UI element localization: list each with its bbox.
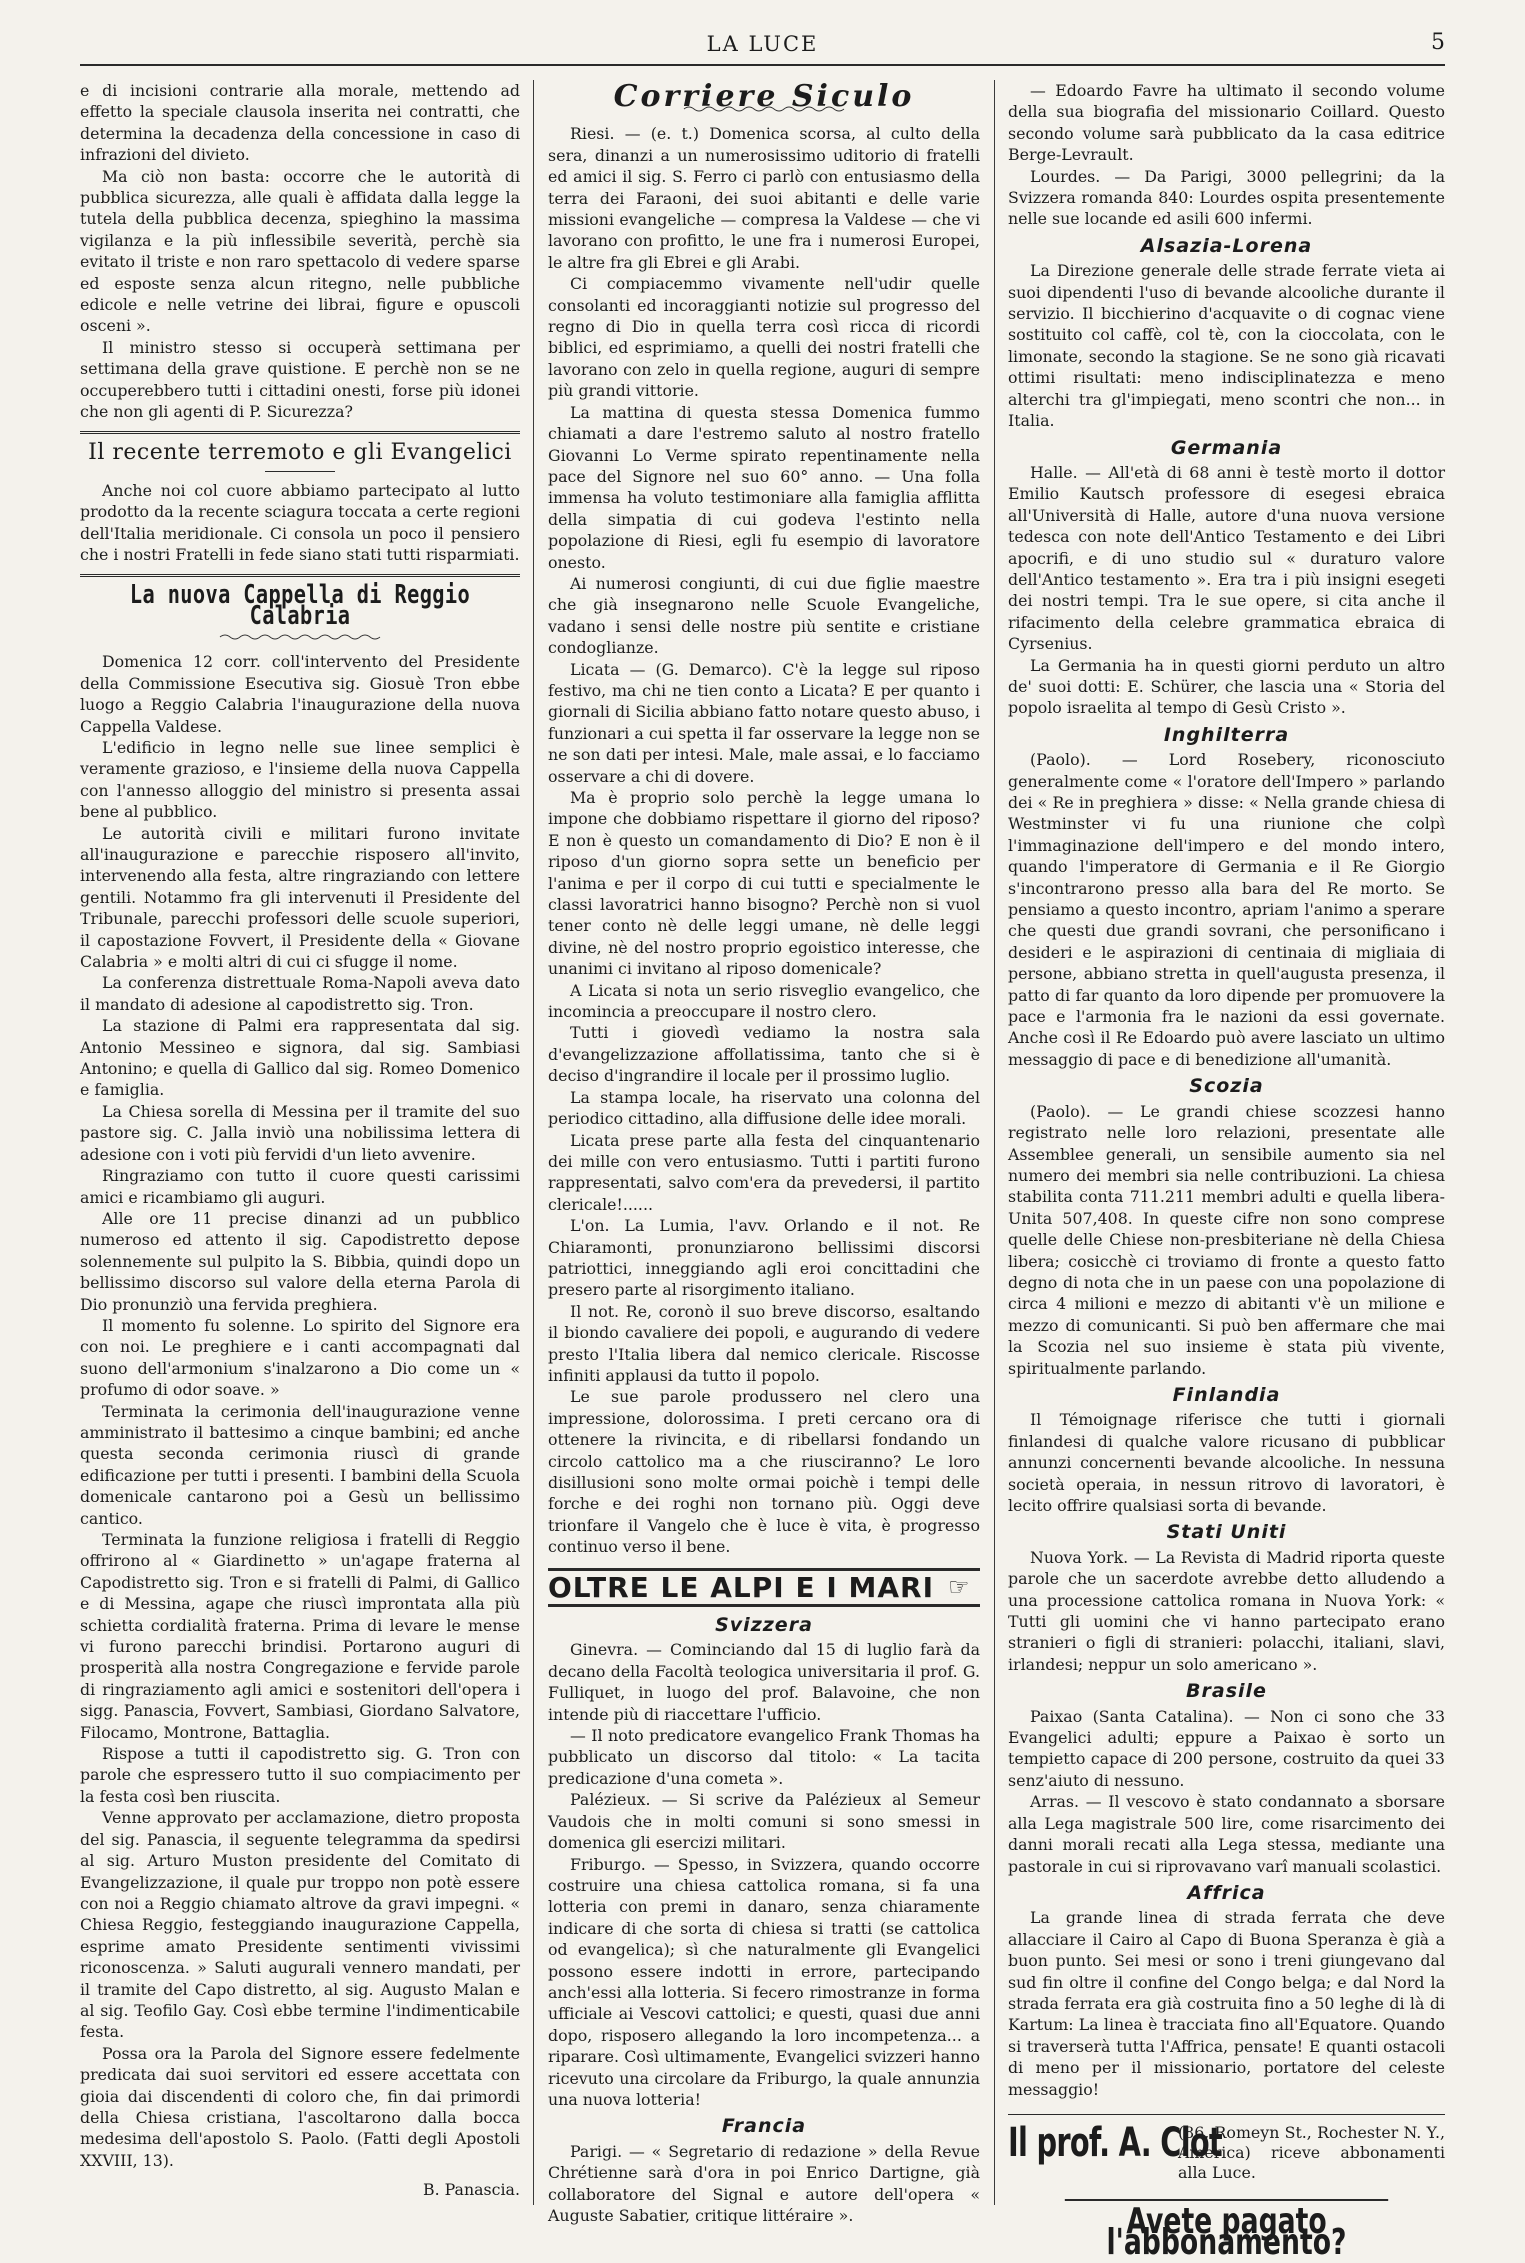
header-rule [80,64,1445,66]
article-paragraph: Paixao (Santa Catalina). — Non ci sono che 33 Evangelici adulti; eppure a Paixao è sorto un tempietto capace di 200 persone, costruito da quei 33 senz'aiuto di nessuno. [1008,1706,1445,1790]
article-paragraph: Ci compiacemmo vivamente nell'udir quelle consolanti ed incoraggianti notizie sul progresso del regno di Dio in quella terra così ricca di ricordi biblici, ed esprimiamo, a quelli dei nostri fratelli che lavorano con zelo in quella regione, auguri di sempre più grandi vittorie. [548,274,980,401]
article-paragraph: Venne approvato per acclamazione, dietro proposta del sig. Panascia, il seguente telegramma da spedirsi al sig. Arturo Muston presidente del Comitato di Evangelizzazione, il quale pur troppo non potè essere con noi a Reggio chiamato altrove da gravi impegni. « Chiesa Reggio, festeggiando inaugurazione Cappella, esprime amato Presidente sentimenti vivissimi riconoscenza. » Saluti augurali vennero mandati, per il tramite del Capo distretto, al sig. Augusto Malan e al sig. Teofilo Gay. Così ebbe termine l'indimenticabile festa. [80,1808,520,2042]
column-middle [548,79,980,2225]
article-paragraph: Friburgo. — Spesso, in Svizzera, quando occorre costruire una chiesa cattolica romana, si fa una lotteria con premi in danaro, senza chiaramente indicare di che sorta di chiesa si tratti (se cattolica od evangelica); sì che naturalmente gli Evangelici possono essere indotti in errore, partecipando anch'essi alla lotteria. Si fecero rimostranze in forma ufficiale ai Vescovi cattolici; e questi, quasi due anni dopo, risposero allegando la loro incompetenza... a riparare. Così ultimamente, Evangelici svizzeri hanno ricevuto una circolare da Friburgo, la quale annunzia una nuova lotteria! [548,1854,980,2109]
article-paragraph: Tutti i giovedì vediamo la nostra sala d'evangelizzazione affollatissima, tanto che si è deciso d'ingrandire il locale per il prossimo luglio. [548,1023,980,1086]
terremoto-headline: Il recente terremoto e gli Evangelici [88,439,512,465]
article-paragraph: Il Témoignage riferisce che tutti i giornali finlandesi di qualche valore ricusano di pubblicar annunzi concernenti bevande alcooliche. In nessuna società operaia, in nessun ritrovo di lavoratori, è lecito offrire qualsiasi sorta di bevande. [1008,1410,1445,1515]
article-paragraph: Il not. Re, coronò il suo breve discorso, esaltando il biondo cavaliere dei popoli, e augurando di vedere presto l'Italia libera dal nemico clericale. Riscosse infiniti applausi da tutto il popolo. [548,1301,980,1385]
article-paragraph: Parigi. — « Segretario di redazione » della Revue Chrétienne sarà d'ora in poi Enrico Dartigne, già collaboratore del Signal e autore dell'opera « Auguste Sabatier, critique littéraire ». [548,2141,980,2225]
squiggle-ornament [220,633,380,641]
section-divider [80,574,520,577]
pointing-hand-icon: ☞ [948,1572,971,1601]
country-heading-alsazia: Alsazia-Lorena [1140,234,1313,257]
article-paragraph: Nuova York. — La Revista di Madrid riporta queste parole che un sacerdote avrebbe detto alludendo a una processione cattolica romana in Nuova York: « Tutti gli uomini che vi hanno partecipato erano stranieri o figli di stranieri: polacchi, italiani, slavi, irlandesi; neppur un solo americano ». [1008,1547,1445,1674]
article-paragraph: — Edoardo Favre ha ultimato il secondo volume della sua biografia del missionario Coillard. Questo secondo volume sarà pubblicato da la casa editrice Berge-Levrault. [1008,81,1445,165]
article-paragraph: La Germania ha in questi giorni perduto un altro de' suoi dotti: E. Schürer, che lascia una « Storia del popolo israelita al tempo di Gesù Cristo ». [1008,655,1445,718]
article-paragraph: Riesi. — (e. t.) Domenica scorsa, al culto della sera, dinanzi a un numerosissimo uditorio di fratelli ed amici il sig. S. Ferro ci parlò con entusiasmo della terra dei Faraoni, dei suoi abitanti e delle varie missioni evangeliche — compresa la Valdese — che vi lavorano con profitto, le une fra i numerosi Europei, le altre fra gli Ebrei e gli Arabi. [548,124,980,272]
article-paragraph: (Paolo). — Le grandi chiese scozzesi hanno registrato nelle loro relazioni, presentate alle Assemblee generali, un sensibile aumento sia nel numero dei membri sia nelle contribuzioni. La chiesa stabilita conta 711.211 membri adulti e quella libera-Unita 507,408. In queste cifre non sono comprese quelle delle Chiese non-presbiteriane nè della Chiesa libera; cosicchè ci troviamo di fronte a questo fatto degno di nota che in un paese con una popolazione di circa 4 milioni e mezzo di abitanti v'è un milione e mezzo di comunicanti. Si può ben affermare che mai la Scozia nel suo insieme è stata più vivente, spiritualmente parlando. [1008,1101,1445,1378]
country-heading-germania: Germania [1170,436,1283,459]
oltre-headline: OLTRE LE ALPI E I MARI [548,1570,935,1604]
country-heading-stati-uniti: Stati Uniti [1166,1521,1287,1544]
article-paragraph: Le sue parole produssero nel clero una impressione, dolorossima. I preti cercano ora di ottenere la rivincita, e di ribellarsi fondando un circolo cattolico ma a che riusciranno? Le loro disillusioni sono molte ormai poichè i tempi delle forche e dei roghi non tornano più. Oggi deve trionfare il Vangelo che è luce è vita, è progresso continuo verso il bene. [548,1387,980,1557]
article-paragraph: Anche noi col cuore abbiamo partecipato al lutto prodotto da la recente sciagura toccata a certe regioni dell'Italia meridionale. Ci consola un poco il pensiero che i nostri Fratelli in fede siano stati tutti risparmiati. [80,480,520,565]
article-paragraph: Alle ore 11 precise dinanzi ad un pubblico numeroso ed attento il sig. Capodistretto depose solennemente sul pulpito la S. Bibbia, quindi dopo un bellissimo discorso sul valore della eterna Parola di Dio pronunziò una fervida preghiera. [80,1208,520,1314]
intro-article [80,80,520,423]
article-paragraph: La conferenza distrettuale Roma-Napoli aveva dato il mandato di adesione al capodistretto sig. Tron. [80,973,520,1014]
cappella-headline: La nuova Cappella di Reggio Calabria [129,579,471,631]
article-paragraph: — Il noto predicatore evangelico Frank Thomas ha pubblicato un discorso dal titolo: « La tacita predicazione d'una cometa ». [548,1726,980,1788]
article-paragraph: (Paolo). — Lord Rosebery, riconosciuto generalmente come « l'oratore dell'Impero » parlando dei « Re in preghiera » disse: « Nella grande chiesa di Westminster vi fu una riunione che colpì l'immaginazione dell'impero e del mondo intero, quando l'imperatore di Germania e il Re Giorgio s'incontrarono presso alla bara del Re morto. Se pensiamo a questo incontro, apriam l'animo a sperare che questi due grandi sovrani, che personificano i desideri e le aspirazioni di centinaia di migliaia di persone, abbiano stretta in quell'augusta presenza, il patto di far quanto da loro dipende per promuovere la pace e l'armonia fra le nazioni da essi governate. Anche così il Re Edoardo può avere lasciato un ultimo messaggio di pace e di benedizione all'umanità. [1008,750,1445,1069]
article-paragraph: Lourdes. — Da Parigi, 3000 pellegrini; da la Svizzera romanda 840: Lourdes ospita presentemente nelle sue locande ed asili 600 infermi. [1008,166,1445,229]
column-right [1008,80,1445,2263]
ad-name: Il prof. A. Clot [1008,2119,1222,2166]
article-paragraph: Palézieux. — Si scrive da Palézieux al Semeur Vaudois che in molti comuni si sono smessi in domenica gli esercizi militari. [548,1790,980,1853]
article-paragraph: Possa ora la Parola del Signore essere fedelmente predicata dai suoi servitori ed essere accettata con gioia dai discendenti di coloro che, fin dai primordi della Chiesa cristiana, l'ascoltarono dalla bocca medesima dell'apostolo S. Paolo. (Fatti degli Apostoli XXVIII, 13). [80,2043,520,2170]
article-paragraph: Domenica 12 corr. coll'intervento del Presidente della Commissione Esecutiva sig. Giosuè Tron ebbe luogo a Reggio Calabria l'inaugurazione della nuova Cappella Valdese. [80,652,520,736]
column-left [80,80,520,2200]
country-heading-brasile: Brasile [1186,1680,1267,1703]
article-paragraph: Licata prese parte alla festa del cinquantenario dei mille con vero entusiasmo. Tutti i partiti furono rappresentati, salvo com'era da prevedersi, il partito clericale!...... [548,1130,980,1214]
article-paragraph: Le autorità civili e militari furono invitate all'inaugurazione e parecchie risposero all'invito, intervenendo alla festa, altre ringraziando con lettere gentili. Notammo fra gli intervenuti il Presidente del Tribunale, parecchi professori delle scuole superiori, il capostazione Fovvert, il Presidente della « Giovane Calabria » e molti altri di cui ci sfugge il nome. [80,823,520,972]
country-heading-finlandia: Finlandia [1172,1383,1281,1406]
article-paragraph: e di incisioni contrarie alla morale, mettendo ad effetto la speciale clausola inserita nei contratti, che determina la decadenza della concessione in caso di infrazioni del divieto. [80,81,520,165]
country-heading-inghilterra: Inghilterra [1163,723,1290,746]
column-divider [533,80,534,2205]
article-paragraph: A Licata si nota un serio risveglio evangelico, che incomincia a preoccupare il nostro clero. [548,980,980,1022]
country-heading-scozia: Scozia [1189,1075,1264,1098]
article-paragraph: L'on. La Lumia, l'avv. Orlando e il not. Re Chiaramonti, pronunziarono bellissimi discorsi patriottici, inneggiando agli eroi concittadini che presero parte al risorgimento italiano. [548,1216,980,1300]
article-paragraph: Il ministro stesso si occuperà settimana per settimana della grave quistione. E perchè non se ne occuperebbero tutti i cittadini onesti, forse più idonei che non gli agenti di P. Sicurezza? [80,337,520,422]
article-paragraph: Il momento fu solenne. Lo spirito del Signore era con noi. Le preghiere e i canti accompagnati dal suono dell'armonium s'inalzarono a Dio come un « profumo di odor soave. » [80,1315,520,1400]
article-paragraph: La grande linea di strada ferrata che deve allacciare il Cairo al Capo di Buona Speranza è già a buon punto. Sei mesi or sono i treni giungevano dal sud fin oltre il confine del Congo belga; e dal Nord la strada ferrata era già costruita fino a 50 leghe di là di Kartum: La linea è tracciata fino all'Equatore. Quando si traverserà tutta l'Affrica, pensate! E quanti ostacoli di meno per il missionario, portatore del celeste messaggio! [1008,1908,1445,2099]
ad-text: (86, Romeyn St., Rochester N. Y., America) riceve abbonamenti alla Luce. [1178,2122,1445,2182]
advertisement-box [1008,2114,1445,2263]
article-paragraph: Ringraziamo con tutto il cuore questi carissimi amici e ricambiamo gli auguri. [80,1166,520,1207]
article-paragraph: L'edificio in legno nelle sue linee semplici è veramente grazioso, e l'insieme della nuova Cappella con l'annesso alloggio del ministro si presenta assai bene al pubblico. [80,737,520,822]
country-heading-francia: Francia [721,2115,807,2138]
cappella-article [80,651,520,2200]
article-paragraph: Rispose a tutti il capodistretto sig. G. Tron con parole che espressero tutto il suo compiacimento per la festa così ben riuscita. [80,1744,520,1806]
corriere-article [548,123,980,1557]
article-paragraph: La stazione di Palmi era rappresentata dal sig. Antonio Messineo e signora, dal sig. Sambiasi Antonino; e quella di Gallico dal sig. Romeo Domenico e famiglia. [80,1016,520,1100]
article-paragraph: Licata — (G. Demarco). C'è la legge sul riposo festivo, ma chi ne tien conto a Licata? E per quanto i giornali di Sicilia abbiano fatto notare questo abuso, i funzionari a cui spetta il far osservare la legge non se ne son dati per intesi. Male, male assai, e lo facciamo osservare a chi di dovere. [548,659,980,786]
article-paragraph: Ai numerosi congiunti, di cui due figlie maestre che già insegnarono nelle Scuole Evangeliche, vadano i sensi delle nostre più sentite e cristiane condoglianze. [548,573,980,658]
column-divider [994,80,995,2205]
headline-rule [265,471,335,472]
newspaper-title: LA LUCE [706,32,819,56]
country-heading-svizzera: Svizzera [715,1614,813,1637]
article-paragraph: Ma ciò non basta: occorre che le autorità di pubblica sicurezza, alle quali è affidata dalla legge la tutela della pubblica decenza, spieghino la massima vigilanza e la più inflessibile severità, perchè sia evitato il triste e non raro spettacolo di vedere sparse ed esposte senza alcun ritegno, nelle pubbliche edicole e nelle vetrine dei librai, figure e opuscoli osceni ». [80,166,520,336]
article-paragraph: Arras. — Il vescovo è stato condannato a sborsare alla Lega magistrale 500 lire, come risarcimento dei danni morali recati alla Lega stessa, mediante una pastorale in cui si riprovavano varî manuali scolastici. [1008,1792,1445,1876]
section-divider [80,431,520,434]
article-paragraph: Ginevra. — Cominciando dal 15 di luglio farà da decano della Facoltà teologica universitaria il prof. G. Fulliquet, in luogo del prof. Balavoine, che non intende più di riaccettare l'ufficio. [548,1640,980,1724]
article-signature: B. Panascia. [422,2180,520,2200]
page-number: 5 [1431,30,1445,55]
article-paragraph: Ma è proprio solo perchè la legge umana lo impone che dobbiamo rispettare il giorno del riposo? E non è questo un comandamento di Dio? E non è il riposo d'un giorno sopra sette un beneficio per l'anima e per il corpo di cui tutti e specialmente le classi lavoratrici hanno bisogno? Perchè non si vuol tener conto nè delle leggi umane, nè delle leggi divine, nè del nostro proprio egoistico interesse, che unanimi ci invitano al riposo domenicale? [548,788,980,979]
article-paragraph: La mattina di questa stessa Domenica fummo chiamati a dare l'estremo saluto al nostro fratello Giovanni Lo Verme spirato repentinamente nella pace del Signore nel suo 60° anno. — Una folla immensa ha voluto testimoniare alla famiglia afflitta della simpatia di cui godeva l'estinto nella popolazione di Riesi, egli fu esempio di lavoratore onesto. [548,402,980,572]
subscription-reminder: Avete pagato l'abbonamento? [1065,2199,1388,2254]
article-paragraph: La Chiesa sorella di Messina per il tramite del suo pastore sig. C. Jalla inviò una nobilissima lettera di adesione con i voti più fervidi d'un lieto avvenire. [80,1101,520,1164]
article-paragraph: La Direzione generale delle strade ferrate vieta ai suoi dipendenti l'uso di bevande alcooliche durante il servizio. Il bicchierino d'acquavite o di cognac viene sostituito col caffè, col tè, con la cioccolata, con le limonate, secondo la stagione. Se ne sono già ricavati ottimi risultati: meno indisciplinatezza e meno alterchi tra gl'impiegati, meno scontri che non... in Italia. [1008,261,1445,431]
article-paragraph: Terminata la cerimonia dell'inaugurazione venne amministrato il battesimo a cinque bambini; ed anche questa seconda cerimonia riuscì di grande edificazione per tutti i presenti. I bambini della Scuola domenicale cantarono poi a Gesù un bellissimo cantico. [80,1401,520,1528]
article-paragraph: Terminata la funzione religiosa i fratelli di Reggio offrirono al « Giardinetto » un'agape fraterna al Capodistretto sig. Tron e si fratelli di Palmi, di Gallico e di Messina, agape che riuscì improntata alla più schietta cordialità fraterna. Prima di levare le mense vi furono parecchi brindisi. Portarono auguri di prosperità alla nostra Congregazione e fervide parole di ringraziamento agli amici e sostenitori dell'opera i sigg. Panascia, Fovvert, Sambiasi, Giordano Salvatore, Filocamo, Montrone, Battaglia. [80,1530,520,1742]
article-paragraph: La stampa locale, ha riservato una colonna del periodico cittadino, alla diffusione delle idee morali. [548,1087,980,1129]
article-paragraph: Halle. — All'età di 68 anni è testè morto il dottor Emilio Kautsch professore di esegesi ebraica all'Università di Halle, autore d'una nuova versione tedesca con note dell'Antico Testamento e dei Libri apocrifi, e di uno studio sul « duraturo valore dell'Antico testamento ». Era tra i più insigni esegeti dei nostri tempi. Tra le sue opere, si cita anche il rifacimento della celebre grammatica ebraica di Cyrsenius. [1008,462,1445,654]
ad-rule [1008,2114,1445,2115]
oltre-le-alpi-banner [548,1568,980,1607]
page-header [80,28,1445,64]
corriere-siculo-headline: Corriere Siculo [613,79,915,114]
country-heading-affrica: Affrica [1187,1881,1266,1904]
